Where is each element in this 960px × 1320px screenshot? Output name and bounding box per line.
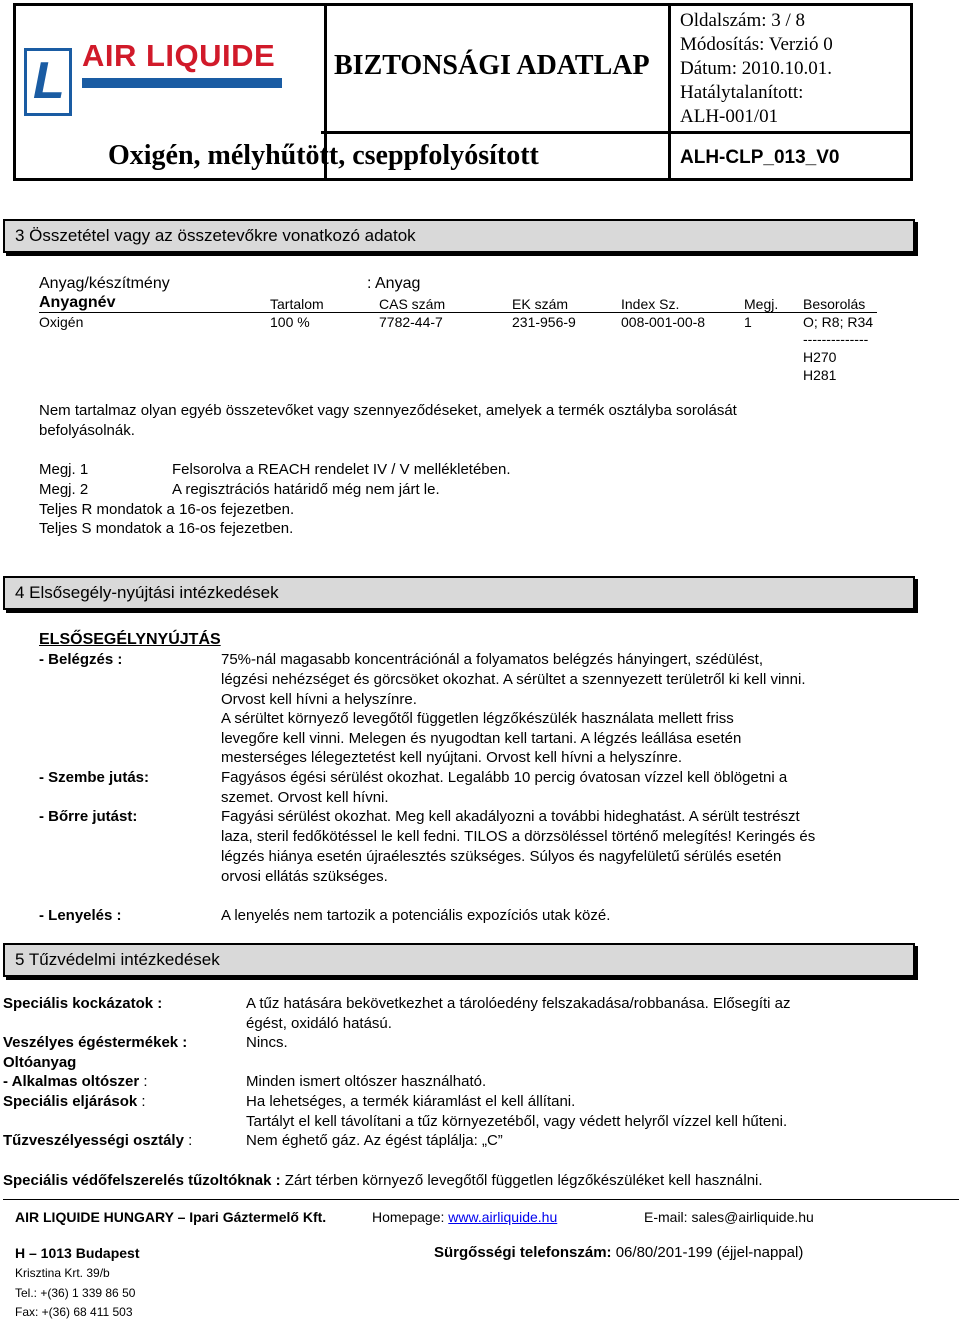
inhalation-text: 75%-nál magasabb koncentrációnál a folyamatos belégzés hányingert, szédülést, (221, 651, 763, 668)
row-class-line: -------------- (803, 331, 869, 347)
fire-class-value: Nem éghető gáz. Az égést táplálja: „C” (246, 1132, 503, 1149)
row-name: Oxigén (39, 314, 84, 330)
footer-tel: Tel.: +(36) 1 339 86 50 (15, 1286, 136, 1300)
label-colon: : (139, 1073, 148, 1090)
supersedes-value: ALH-001/01 (680, 106, 779, 127)
firefighter-ppe (3, 1172, 763, 1189)
label-colon: : (137, 1093, 146, 1110)
suitable-extinguisher-name: - Alkalmas oltószer (3, 1073, 140, 1090)
homepage-link[interactable]: www.airliquide.hu (448, 1209, 558, 1225)
special-procedures-label (3, 1093, 146, 1110)
inhalation-text: légzési nehézséget és görcsöket okozhat. A sérültet a szennyezett területről ki kell vinni. (221, 671, 806, 688)
footer-fax: Fax: +(36) 68 411 503 (15, 1305, 133, 1319)
note1-text: Felsorolva a REACH rendelet IV / V mellékletében. (172, 461, 511, 478)
label-colon: : (183, 1132, 193, 1149)
row-content: 100 % (270, 314, 310, 330)
col-note: Megj. (744, 296, 779, 312)
footer-street: Krisztina Krt. 39/b (15, 1266, 110, 1280)
suitable-extinguisher-label (3, 1073, 148, 1090)
col-classification: Besorolás (803, 296, 866, 312)
logo-bar (82, 78, 282, 88)
substance-label: Anyag/készítmény (39, 275, 170, 292)
product-title: Oxigén, mélyhűtött, cseppfolyósított (108, 140, 539, 171)
revision: Módosítás: Verzió 0 (680, 34, 833, 55)
row-cas: 7782-44-7 (379, 314, 443, 330)
skin-contact-text: légzés hiánya esetén újraélesztés szükséges. Súlyos és nagyfelületű sérülés esetén (221, 848, 782, 865)
eye-contact-label: - Szembe jutás: (39, 769, 150, 786)
special-procedures-text: Tartályt el kell távolítani a tűz környezetéből, vagy védett helyről vízzel kell hűteni. (246, 1113, 788, 1130)
substance-value: : Anyag (367, 275, 421, 292)
eye-contact-text: szemet. Orvost kell hívni. (221, 789, 389, 806)
table-header-rule (39, 312, 877, 313)
supersedes-label: Hatálytalanított: (680, 82, 804, 103)
document-code: ALH-CLP_013_V0 (680, 147, 840, 168)
s-phrases-note: Teljes S mondatok a 16-os fejezetben. (39, 520, 294, 537)
note1-label: Megj. 1 (39, 461, 89, 478)
eye-contact-text: Fagyásos égési sérülést okozhat. Legalább 10 percig óvatosan vízzel kell öblögetni a (221, 769, 788, 786)
row-class-line: H270 (803, 349, 837, 365)
company-logo (24, 18, 286, 118)
row-class-line: H281 (803, 367, 837, 383)
row-note: 1 (744, 314, 752, 330)
firefighter-ppe-label: Speciális védőfelszerelés tűzoltóknak : (3, 1172, 281, 1189)
footer-email: E-mail: sales@airliquide.hu (644, 1209, 814, 1225)
fire-class-label (3, 1132, 192, 1149)
col-index: Index Sz. (621, 296, 680, 312)
skin-contact-text: orvosi ellátás szükséges. (221, 868, 388, 885)
ingestion-label: - Lenyelés : (39, 907, 122, 924)
special-hazards-label: Speciális kockázatok : (3, 995, 163, 1012)
special-hazards-text: A tűz hatására bekövetkezhet a tárolóedény felszakadása/robbanása. Elősegíti az (246, 995, 791, 1012)
col-ek: EK szám (512, 296, 569, 312)
extinguisher-label: Oltóanyag (3, 1054, 77, 1071)
no-impurities-text: befolyásolnák. (39, 422, 135, 439)
footer-homepage (372, 1209, 557, 1225)
row-class-line: O; R8; R34 (803, 314, 874, 330)
header-divider (668, 6, 671, 181)
inhalation-text: levegőre kell vinni. Melegen és nyugodtan kell tartani. A légzés leállása esetén (221, 730, 742, 747)
first-aid-subtitle: ELSŐSEGÉLYNYÚJTÁS (39, 631, 221, 648)
header-divider (668, 131, 913, 134)
section-3-heading: 3 Összetétel vagy az összetevőkre vonatkozó adatok (3, 219, 915, 253)
footer-rule (3, 1199, 959, 1200)
suitable-extinguisher-value: Minden ismert oltószer használható. (246, 1073, 487, 1090)
logo-mark-icon: L (24, 48, 72, 116)
document-title: BIZTONSÁGI ADATLAP (334, 50, 650, 81)
hazardous-products-value: Nincs. (246, 1034, 288, 1051)
footer-emergency (434, 1244, 803, 1261)
col-content: Tartalom (270, 296, 324, 312)
document-header (13, 3, 913, 181)
skin-contact-label: - Bőrre jutást: (39, 808, 138, 825)
skin-contact-text: Fagyási sérülést okozhat. Meg kell akadályozni a további hideghatást. A sérült testrészt (221, 808, 800, 825)
col-name: Anyagnév (39, 294, 116, 311)
special-hazards-text: égést, oxidáló hatású. (246, 1015, 392, 1032)
inhalation-text: A sérültet környező levegőtől független légzőkészülék használata mellett friss (221, 710, 734, 727)
footer-city: H – 1013 Budapest (15, 1245, 140, 1261)
inhalation-text: Orvost kell hívni a helyszínre. (221, 691, 417, 708)
inhalation-text: mesterséges lélegeztetést kell nyújtani. Orvost kell hívni a helyszínre. (221, 749, 683, 766)
issue-date: Dátum: 2010.10.01. (680, 58, 832, 79)
skin-contact-text: laza, steril fedőkötéssel le kell fedni. TILOS a dörzsöléssel történő melegítés! Keringés és (221, 828, 816, 845)
emergency-label: Sürgősségi telefonszám: (434, 1244, 612, 1261)
note2-label: Megj. 2 (39, 481, 89, 498)
row-index: 008-001-00-8 (621, 314, 706, 330)
special-procedures-text: Ha lehetséges, a termék kiáramlást el kell állítani. (246, 1093, 576, 1110)
hazardous-products-label: Veszélyes égéstermékek : (3, 1034, 188, 1051)
homepage-label: Homepage: (372, 1209, 445, 1225)
page-number: Oldalszám: 3 / 8 (680, 10, 806, 31)
logo-text: AIR LIQUIDE (82, 38, 276, 73)
firefighter-ppe-value: Zárt térben környező levegőtől független légzőkészüléket kell használni. (280, 1172, 763, 1189)
section-5-heading: 5 Tűzvédelmi intézkedések (3, 943, 915, 977)
special-procedures-name: Speciális eljárások (3, 1093, 138, 1110)
fire-class-name: Tűzveszélyességi osztály (3, 1132, 184, 1149)
row-ek: 231-956-9 (512, 314, 576, 330)
footer-company: AIR LIQUIDE HUNGARY – Ipari Gáztermelő Kft. (15, 1209, 327, 1225)
emergency-number: 06/80/201-199 (éjjel-nappal) (611, 1244, 804, 1261)
col-cas: CAS szám (379, 296, 446, 312)
no-impurities-text: Nem tartalmaz olyan egyéb összetevőket vagy szennyeződéseket, amelyek a termék osztályba sorolását (39, 402, 737, 419)
ingestion-text: A lenyelés nem tartozik a potenciális expozíciós utak közé. (221, 907, 611, 924)
note2-text: A regisztrációs határidő még nem járt le. (172, 481, 440, 498)
inhalation-label: - Belégzés : (39, 651, 123, 668)
r-phrases-note: Teljes R mondatok a 16-os fejezetben. (39, 501, 295, 518)
section-4-heading: 4 Elsősegély-nyújtási intézkedések (3, 576, 915, 610)
